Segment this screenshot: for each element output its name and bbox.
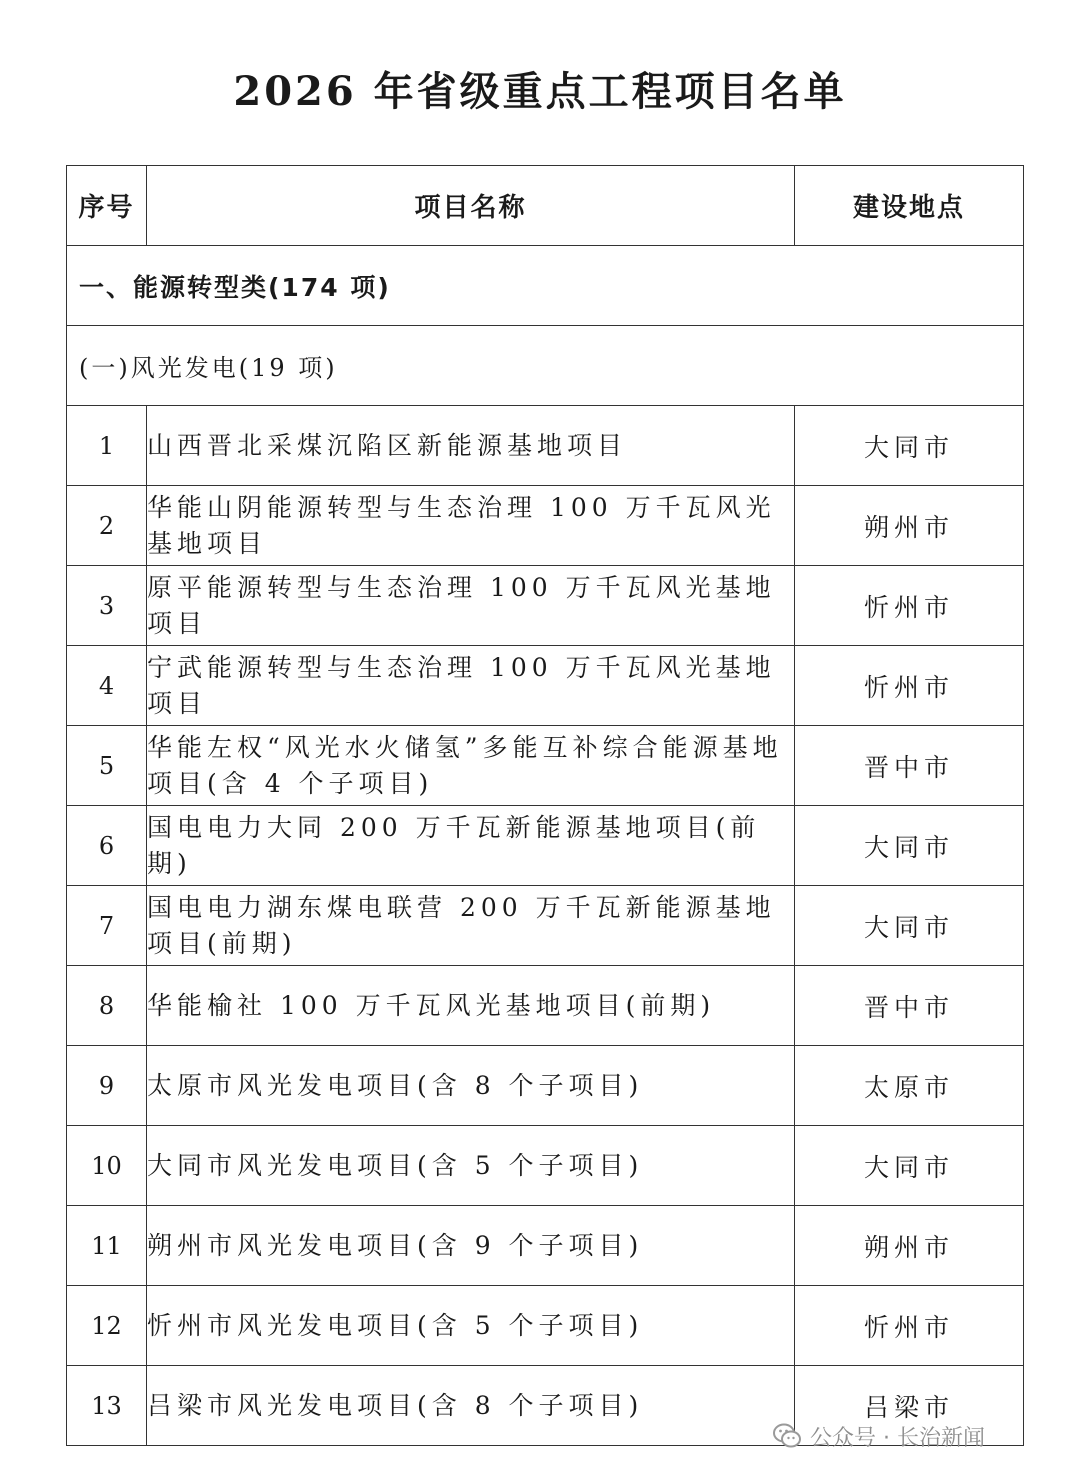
header-location: 建设地点 bbox=[795, 166, 1024, 246]
category-label: 一、能源转型类(174 项) bbox=[67, 246, 1024, 326]
row-project-name: 华能山阴能源转型与生态治理 100 万千瓦风光基地项目 bbox=[147, 486, 795, 566]
row-project-name: 山西晋北采煤沉陷区新能源基地项目 bbox=[147, 406, 795, 486]
row-index: 8 bbox=[67, 966, 147, 1046]
table-row bbox=[67, 1286, 1024, 1366]
table-row bbox=[67, 646, 1024, 726]
table-header-row bbox=[67, 166, 1024, 246]
table-row bbox=[67, 726, 1024, 806]
row-project-name: 宁武能源转型与生态治理 100 万千瓦风光基地项目 bbox=[147, 646, 795, 726]
row-location: 大同市 bbox=[795, 806, 1024, 886]
row-index: 4 bbox=[67, 646, 147, 726]
row-project-name: 原平能源转型与生态治理 100 万千瓦风光基地项目 bbox=[147, 566, 795, 646]
row-index: 11 bbox=[67, 1206, 147, 1286]
row-project-name: 吕梁市风光发电项目(含 8 个子项目) bbox=[147, 1366, 795, 1446]
row-location: 朔州市 bbox=[795, 1206, 1024, 1286]
table-row bbox=[67, 1046, 1024, 1126]
table-row bbox=[67, 966, 1024, 1046]
row-project-name: 朔州市风光发电项目(含 9 个子项目) bbox=[147, 1206, 795, 1286]
row-project-name: 国电电力湖东煤电联营 200 万千瓦新能源基地项目(前期) bbox=[147, 886, 795, 966]
row-index: 7 bbox=[67, 886, 147, 966]
watermark bbox=[772, 1418, 985, 1454]
row-location: 忻州市 bbox=[795, 646, 1024, 726]
row-location: 朔州市 bbox=[795, 486, 1024, 566]
row-index: 9 bbox=[67, 1046, 147, 1126]
row-location: 吕梁市 bbox=[795, 1366, 1024, 1446]
row-project-name: 太原市风光发电项目(含 8 个子项目) bbox=[147, 1046, 795, 1126]
row-location: 大同市 bbox=[795, 1126, 1024, 1206]
row-project-name: 华能左权“风光水火储氢”多能互补综合能源基地项目(含 4 个子项目) bbox=[147, 726, 795, 806]
row-location: 晋中市 bbox=[795, 966, 1024, 1046]
table-row bbox=[67, 406, 1024, 486]
subcategory-row bbox=[67, 326, 1024, 406]
category-row bbox=[67, 246, 1024, 326]
wechat-icon bbox=[772, 1421, 802, 1451]
row-location: 太原市 bbox=[795, 1046, 1024, 1126]
row-index: 1 bbox=[67, 406, 147, 486]
table-row bbox=[67, 1126, 1024, 1206]
row-index: 12 bbox=[67, 1286, 147, 1366]
row-location: 忻州市 bbox=[795, 566, 1024, 646]
row-index: 6 bbox=[67, 806, 147, 886]
page-title: 2026 年省级重点工程项目名单 bbox=[233, 68, 847, 115]
row-location: 大同市 bbox=[795, 886, 1024, 966]
header-name: 项目名称 bbox=[147, 166, 795, 246]
row-index: 10 bbox=[67, 1126, 147, 1206]
table-row bbox=[67, 806, 1024, 886]
row-location: 忻州市 bbox=[795, 1286, 1024, 1366]
table-row bbox=[67, 1206, 1024, 1286]
row-project-name: 华能榆社 100 万千瓦风光基地项目(前期) bbox=[147, 966, 795, 1046]
subcategory-label: (一)风光发电(19 项) bbox=[67, 326, 1024, 406]
row-location: 大同市 bbox=[795, 406, 1024, 486]
row-project-name: 国电电力大同 200 万千瓦新能源基地项目(前期) bbox=[147, 806, 795, 886]
header-index: 序号 bbox=[67, 166, 147, 246]
row-project-name: 忻州市风光发电项目(含 5 个子项目) bbox=[147, 1286, 795, 1366]
row-index: 3 bbox=[67, 566, 147, 646]
table-row bbox=[67, 486, 1024, 566]
watermark-text: 公众号 · 长治新闻 bbox=[810, 1425, 985, 1451]
table-row bbox=[67, 886, 1024, 966]
row-index: 13 bbox=[67, 1366, 147, 1446]
row-location: 晋中市 bbox=[795, 726, 1024, 806]
row-project-name: 大同市风光发电项目(含 5 个子项目) bbox=[147, 1126, 795, 1206]
table-row bbox=[67, 566, 1024, 646]
row-index: 2 bbox=[67, 486, 147, 566]
project-table bbox=[66, 165, 1024, 1446]
row-index: 5 bbox=[67, 726, 147, 806]
